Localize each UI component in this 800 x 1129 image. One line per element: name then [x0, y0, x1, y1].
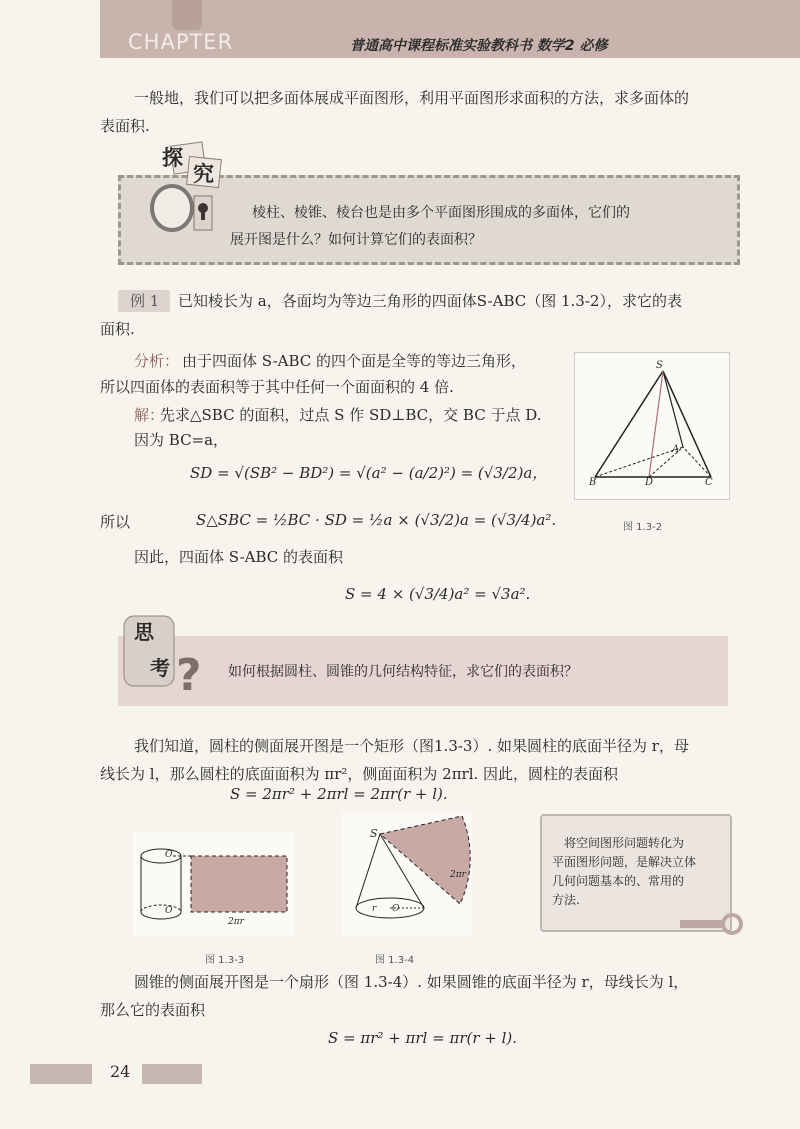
example-text-1: 已知棱长为 a，各面均为等边三角形的四面体S-ABC（图 1.3-2），求它的表	[178, 292, 682, 310]
label-s: S	[656, 360, 663, 371]
solution-line-2: 因为 BC=a，	[134, 431, 229, 449]
explore-badge-char-1: 探	[162, 145, 183, 170]
label-a: A	[672, 444, 680, 455]
page-number: 24	[110, 1062, 131, 1081]
therefore-text: 因此，四面体 S-ABC 的表面积	[134, 548, 344, 566]
equation-total-area: S = 4 × (√3/4)a² = √3a².	[345, 585, 531, 603]
label-d: D	[645, 477, 654, 488]
think-question: 如何根据圆柱、圆锥的几何结构特征，求它们的表面积？	[228, 664, 578, 680]
label-o-prime: O′	[165, 850, 175, 860]
figure-1-3-4-caption: 图 1.3-4	[375, 955, 415, 966]
note-line-2: 平面图形问题，是解决立体	[552, 855, 697, 869]
explore-question-2: 展开图是什么？如何计算它们的表面积？	[230, 232, 482, 248]
example-text-2: 面积.	[100, 320, 135, 338]
think-badge-char-1: 思	[134, 620, 154, 644]
figure-1-3-2-caption: 图 1.3-2	[623, 522, 663, 533]
label-o-cone: O	[392, 904, 400, 914]
analysis-label: 分析：	[134, 352, 180, 370]
chapter-label: CHAPTER	[128, 30, 234, 54]
solution-line-1: 先求△SBC 的面积，过点 S 作 SD⊥BC，交 BC 于点 D.	[160, 406, 542, 424]
cone-line-1: 圆锥的侧面展开图是一个扇形（图 1.3-4）. 如果圆锥的底面半径为 r，母线长为 l，	[134, 973, 689, 991]
analysis-line-1: 由于四面体 S-ABC 的四个面是全等的等边三角形，	[182, 352, 527, 370]
label-s-cone: S	[370, 827, 378, 840]
explore-question-1: 棱柱、棱锥、棱台也是由多个平面图形围成的多面体，它们的	[252, 205, 630, 221]
solution-label: 解：	[134, 406, 165, 424]
cylinder-equation: S = 2πr² + 2πrl = 2πr(r + l).	[230, 785, 448, 803]
cylinder-line-2: 线长为 l，那么圆柱的底面面积为 πr²，侧面面积为 2πrl. 因此，圆柱的表面积	[100, 765, 619, 783]
figure-1-3-3	[133, 832, 295, 936]
label-r-cone: r	[372, 904, 377, 914]
analysis-line-2: 所以四面体的表面积等于其中任何一个面面积的 4 倍.	[100, 378, 454, 396]
figure-1-3-3-caption: 图 1.3-3	[205, 955, 245, 966]
intro-line-1: 一般地，我们可以把多面体展成平面图形，利用平面图形求面积的方法，求多面体的	[134, 89, 690, 107]
cylinder-line-1: 我们知道，圆柱的侧面展开图是一个矩形（图1.3-3）. 如果圆柱的底面半径为 r，母	[134, 737, 689, 755]
footer-bar-left	[30, 1064, 92, 1084]
book-title: 普通高中课程标准实验教科书 数学2 必修	[350, 38, 608, 54]
footer-bar-right	[142, 1064, 202, 1084]
think-badge-char-2: 考	[150, 656, 170, 680]
label-c: C	[705, 477, 713, 488]
note-line-3: 几何问题基本的、常用的	[552, 874, 685, 888]
equation-area-sbc: S△SBC = ½BC · SD = ½a × (√3/2)a = (√3/4)a².	[196, 511, 557, 529]
label-o-cyl: O	[165, 906, 173, 916]
intro-line-2: 表面积.	[100, 117, 150, 135]
svg-text:?: ?	[176, 650, 200, 696]
label-b: B	[589, 477, 597, 488]
explore-badge-char-2: 究	[193, 161, 214, 186]
so-label: 所以	[100, 513, 131, 531]
label-2pir-cone: 2πr	[450, 870, 466, 880]
note-line-1: 将空间图形问题转化为	[564, 836, 685, 850]
note-line-4: 方法.	[552, 893, 580, 907]
key-icon	[680, 912, 744, 944]
chapter-number-watermark	[172, 0, 202, 30]
cone-equation: S = πr² + πrl = πr(r + l).	[328, 1029, 518, 1047]
label-2pir-cyl: 2πr	[228, 917, 244, 927]
equation-sd: SD = √(SB² − BD²) = √(a² − (a/2)²) = (√3/2)a，	[190, 464, 548, 482]
cone-line-2: 那么它的表面积	[100, 1001, 206, 1019]
example-label: 例 1	[130, 292, 160, 310]
cylinder-net-diagram	[133, 832, 295, 936]
